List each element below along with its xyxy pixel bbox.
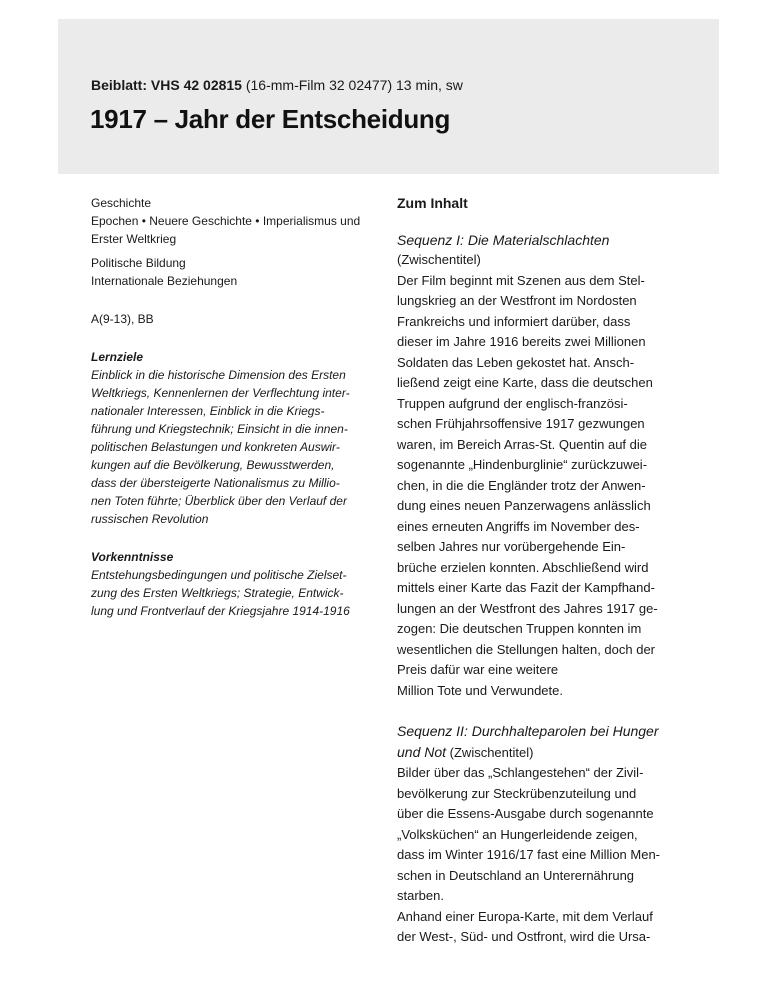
supplement-label: Beiblatt: VHS 42 02815 [91, 77, 242, 93]
sequence-1-line: Million Tote und Verwundete. [397, 682, 563, 698]
prerequisites-line: lung und Frontverlauf der Kriegsjahre 1914-1916 [91, 604, 350, 618]
sequence-1-line: lungen an der Westfront des Jahres 1917 ge- [397, 600, 658, 616]
sequence-2-line: der West-, Süd- und Ostfront, wird die Ursa- [397, 929, 651, 944]
sequence-2-title-line2: und Not [397, 743, 447, 760]
subject-geschichte-line: Erster Weltkrieg [91, 232, 177, 246]
sequence-2-line: dass im Winter 1916/17 fast eine Million Men- [397, 847, 661, 862]
page-title: 1917 – Jahr der Entscheidung [90, 104, 451, 134]
sequence-1-title: Sequenz I: Die Materialschlachten [397, 231, 610, 248]
learning-goals-line: Einblick in die historische Dimension des Ersten [91, 368, 346, 382]
right-column [397, 193, 697, 948]
audience-code: A(9-13), BB [91, 312, 154, 326]
content-heading: Zum Inhalt [397, 195, 468, 211]
sequence-1-line: lungskrieg an der Westfront im Nordosten [397, 293, 637, 308]
learning-goals-line: politischen Belastungen und konkreten Auswir- [91, 440, 340, 454]
subject-geschichte-line: Epochen • Neuere Geschichte • Imperialismus und [91, 214, 361, 228]
sequence-1-line: zogen: Die deutschen Truppen konnten im [397, 621, 642, 636]
sequence-1-line: schen Frühjahrsoffensive 1917 gezwungen [397, 416, 645, 431]
learning-goals-heading: Lernziele [91, 350, 144, 364]
subject-politik-line: Internationale Beziehungen [91, 274, 238, 288]
sequence-1-line: mittels einer Karte das Fazit der Kampfhand- [397, 580, 655, 595]
prerequisites-line: Entstehungsbedingungen und politische Zielset- [91, 568, 347, 582]
sequence-1-line: sogenannte „Hindenburglinie“ zurückzuwei- [397, 457, 648, 472]
learning-goals-line: dass der übersteigerte Nationalismus zu Millio- [91, 476, 340, 490]
sequence-2-line: schen in Deutschland an Unterernährung [397, 867, 635, 883]
sequence-2-line: bevölkerung zur Steckrübenzuteilung und [397, 785, 637, 801]
sequence-1-note: (Zwischentitel) [397, 252, 481, 267]
sequence-1-line: eines erneuten Angriffs im November des- [397, 518, 640, 534]
sequence-1-line: dieser im Jahre 1916 bereits zwei Millionen [397, 334, 646, 349]
film-info: (16-mm-Film 32 02477) 13 min, sw [241, 77, 463, 93]
sequence-2-line: Bilder über das „Schlangestehen“ der Zivil- [397, 765, 644, 780]
sequence-1-line: brüche erzielen konnten. Abschließend wird [397, 559, 649, 575]
learning-goals-line: Weltkriegs, Kennenlernen der Verflechtung inter- [91, 386, 350, 400]
subject-politik-label: Politische Bildung [91, 256, 186, 270]
film-reference [91, 77, 463, 93]
sequence-1-line: selben Jahres nur vorübergehende Ein- [397, 539, 626, 554]
learning-goals-line: nen Toten führte; Überblick über den Verlauf der [91, 494, 347, 508]
subject-geschichte-label: Geschichte [91, 196, 152, 210]
sequence-2-line: Anhand einer Europa-Karte, mit dem Verlauf [397, 908, 653, 924]
sequence-2-line: „Volksküchen“ an Hungerleidende zeigen, [397, 826, 638, 842]
sequence-1-line: waren, im Bereich Arras-St. Quentin auf die [397, 436, 648, 452]
left-column [91, 194, 376, 620]
sequence-2-line: starben. [397, 888, 444, 903]
sequence-1-line: chen, in die die Engländer trotz der Anwen- [397, 477, 646, 493]
sequence-1-line: ließend zeigt eine Karte, dass die deutschen [397, 375, 653, 390]
prerequisites-line: zung des Ersten Weltkriegs; Strategie, Entwick- [91, 586, 344, 600]
learning-goals-line: führung und Kriegstechnik; Einsicht in die innen- [91, 422, 348, 436]
learning-goals-line: russischen Revolution [91, 512, 209, 526]
sequence-2-title: Sequenz II: Durchhalteparolen bei Hunger [397, 723, 659, 739]
sequence-1-line: Preis dafür war eine weitere [397, 662, 559, 677]
sequence-2-title-cont [397, 742, 697, 764]
sequence-1-line: Der Film beginnt mit Szenen aus dem Stel- [397, 272, 645, 288]
sequence-1-line: Truppen aufgrund der englisch-französi- [397, 395, 628, 411]
sequence-1-line: Frankreichs und informiert darüber, dass [397, 313, 631, 329]
sequence-1-line: dung eines neuen Panzerwagens anlässlich [397, 498, 651, 513]
sequence-1-line: wesentlichen die Stellungen halten, doch der [397, 641, 656, 657]
header-panel [58, 19, 719, 174]
learning-goals-line: kungen auf die Bevölkerung, Bewusstwerden, [91, 458, 335, 472]
prerequisites-heading: Vorkenntnisse [91, 550, 174, 564]
learning-goals-line: nationaler Interessen, Einblick in die Kriegs- [91, 404, 325, 418]
sequence-1-line: Soldaten das Leben gekostet hat. Ansch- [397, 354, 635, 370]
sequence-2-note: (Zwischentitel) [446, 744, 534, 760]
sequence-2-line: über die Essens-Ausgabe durch sogenannte [397, 806, 654, 821]
